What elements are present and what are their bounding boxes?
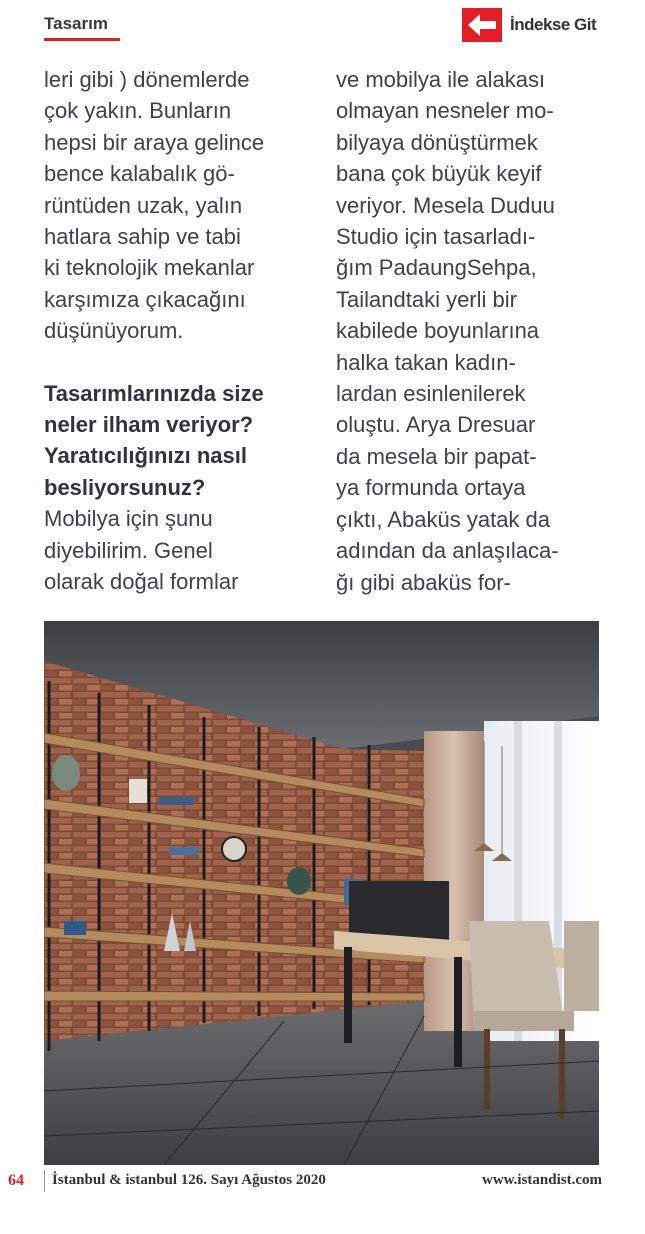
text-line: ya formunda ortaya (336, 475, 526, 501)
text-line: ve mobilya ile alakası (336, 67, 546, 92)
left-arrow-icon[interactable] (462, 8, 502, 42)
text-line: rüntüden uzak, yalın (44, 192, 243, 218)
text-line: kabilede boyunlarına (336, 318, 540, 344)
toc-label[interactable]: İndekse Git (510, 15, 597, 34)
interview-question: besliyorsunuz? (44, 474, 206, 500)
text-line: Studio için tasarladı- (336, 224, 536, 250)
page-number: 64 (8, 1172, 24, 1189)
text-line: leri gibi ) dönemlerde (44, 67, 250, 92)
office-interior-photo (44, 621, 599, 1165)
section-title: Tasarım (44, 14, 108, 33)
text-line: Mobilya için şunu (44, 506, 213, 532)
page-footer (0, 1168, 645, 1198)
text-line: olmayan nesneler mo- (336, 98, 554, 124)
text-line: olarak doğal formlar (44, 569, 239, 595)
text-line: halka takan kadın- (336, 349, 516, 375)
text-line: ki teknolojik mekanlar (44, 255, 255, 281)
text-line: bilyaya dönüştürmek (336, 129, 538, 155)
interview-question: neler ilham veriyor? (44, 412, 254, 438)
interview-question: Yaratıcılığınızı nasıl (44, 443, 247, 469)
text-line: karşımıza çıkacağını (44, 286, 246, 312)
website-link[interactable]: www.istandist.com (481, 1172, 602, 1188)
footer-divider (44, 1170, 45, 1192)
text-line: ğı gibi abaküs for- (336, 569, 511, 595)
article-column-left (44, 64, 309, 598)
text-line: diyebilirim. Genel (44, 537, 213, 563)
text-line: Tailandtaki yerli bir (336, 286, 517, 312)
text-line: bence kalabalık gö- (44, 161, 235, 187)
toc-link[interactable] (462, 8, 596, 42)
text-line: oluştu. Arya Dresuar (336, 412, 536, 438)
article-column-right (336, 64, 606, 598)
text-line: adından da anlaşılaca- (336, 538, 559, 564)
text-line: veriyor. Mesela Duduu (336, 192, 555, 218)
text-line: da mesela bir papat- (336, 443, 537, 469)
text-line: düşünüyorum. (44, 318, 184, 344)
text-line: ğım PadaungSehpa, (336, 255, 537, 281)
text-line: bana çok büyük keyif (336, 161, 542, 187)
text-line: lardan esinlenilerek (336, 381, 526, 407)
text-line: hatlara sahip ve tabi (44, 224, 241, 250)
text-line: çok yakın. Bunların (44, 98, 232, 124)
magazine-issue: İstanbul & istanbul 126. Sayı Ağustos 2020 (52, 1172, 326, 1188)
interview-question: Tasarımlarınızda size (44, 380, 264, 406)
text-line: hepsi bir araya gelince (44, 129, 265, 155)
section-underline (44, 38, 120, 41)
text-line: çıktı, Abaküs yatak da (336, 506, 551, 532)
